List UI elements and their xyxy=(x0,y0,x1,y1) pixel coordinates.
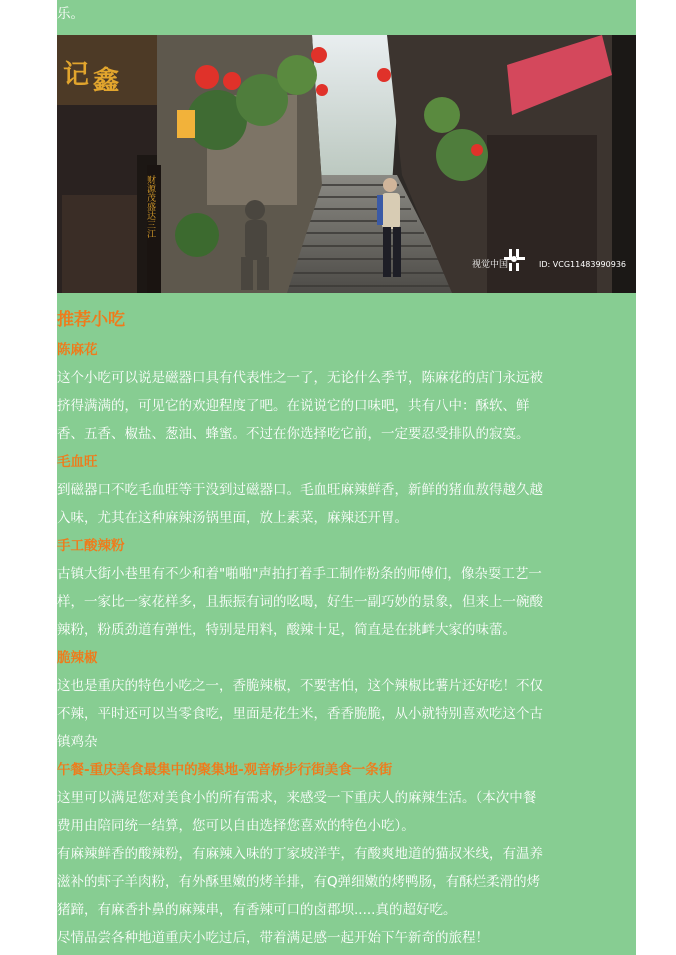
body-line: 这里可以满足您对美食小的所有需求，来感受一下重庆人的麻辣生活。（本次中餐 xyxy=(57,790,537,806)
body-line: 辣粉，粉质劲道有弹性，特别是用料，酸辣十足，简直是在挑衅大家的味蕾。 xyxy=(57,622,516,638)
watermark-brand: 视觉中国 xyxy=(472,260,509,270)
section-title: 推荐小吃 xyxy=(57,310,125,330)
alley-steps-illustration xyxy=(57,35,636,293)
body-line: 费用由陪同统一结算，您可以自由选择您喜欢的特色小吃）。 xyxy=(57,818,415,834)
item-body-suanlafen xyxy=(57,560,636,644)
body-line: 这个小吃可以说是磁器口具有代表性之一了，无论什么季节，陈麻花的店门永远被 xyxy=(57,370,543,386)
item-title-cuilajiao: 脆辣椒 xyxy=(57,650,98,666)
item-body-lunch xyxy=(57,784,636,952)
street-photo xyxy=(57,35,636,293)
item-title-lunch: 午餐-重庆美食最集中的聚集地-观音桥步行街美食一条街 xyxy=(57,762,393,778)
item-body-cuilajiao xyxy=(57,672,636,756)
item-body-chen-mahua xyxy=(57,364,636,448)
paragraph-tail: 乐。 xyxy=(57,6,84,22)
body-line: 有麻辣鲜香的酸辣粉，有麻辣入味的丁家坡洋芋，有酸爽地道的猫叔米线，有温养 xyxy=(57,846,543,862)
body-line: 入味，尤其在这种麻辣汤锅里面，放上素菜，麻辣还开胃。 xyxy=(57,510,408,526)
body-line: 不辣，平时还可以当零食吃，里面是花生米，香香脆脆，从小就特别喜欢吃这个古 xyxy=(57,706,543,722)
body-line: 样，一家比一家花样多，且振振有词的吆喝，好生一副巧妙的景象，但来上一碗酸 xyxy=(57,594,543,610)
article-column xyxy=(57,0,636,955)
body-line: 古镇大街小巷里有不少和着"啪啪"声拍打着手工制作粉条的师傅们，像杂耍工艺一 xyxy=(57,566,542,582)
item-body-maoxuewang xyxy=(57,476,636,532)
item-title-maoxuewang: 毛血旺 xyxy=(57,454,98,470)
body-line: 挤得满满的，可见它的欢迎程度了吧。在说说它的口味吧，共有八中：酥软、鲜 xyxy=(57,398,530,414)
watermark-id: ID: VCG11483990936 xyxy=(539,260,627,269)
body-line: 猪蹄，有麻香扑鼻的麻辣串，有香辣可口的卤郡坝.....真的超好吃。 xyxy=(57,902,457,918)
body-line: 到磁器口不吃毛血旺等于没到过磁器口。毛血旺麻辣鲜香，新鲜的猪血敖得越久越 xyxy=(57,482,543,498)
body-line: 镇鸡杂 xyxy=(57,734,98,750)
item-title-chen-mahua: 陈麻花 xyxy=(57,342,98,358)
shop-sign-char-2: 鑫 xyxy=(93,66,120,96)
shop-sign-char-1: 记 xyxy=(63,60,90,90)
body-line: 尽情品尝各种地道重庆小吃过后，带着满足感一起开始下午新奇的旅程！ xyxy=(57,930,489,946)
body-line: 香、五香、椒盐、葱油、蜂蜜。不过在你选择吃它前，一定要忍受排队的寂寞。 xyxy=(57,426,530,442)
body-line: 这也是重庆的特色小吃之一，香脆辣椒，不要害怕，这个辣椒比薯片还好吃！不仅 xyxy=(57,678,543,694)
couplet-sign: 财源茂盛达三江 xyxy=(145,175,155,238)
body-line: 滋补的虾子羊肉粉，有外酥里嫩的烤羊排，有Q弹细嫩的烤鸭肠，有酥烂柔滑的烤 xyxy=(57,874,541,890)
item-title-suanlafen: 手工酸辣粉 xyxy=(57,538,125,554)
